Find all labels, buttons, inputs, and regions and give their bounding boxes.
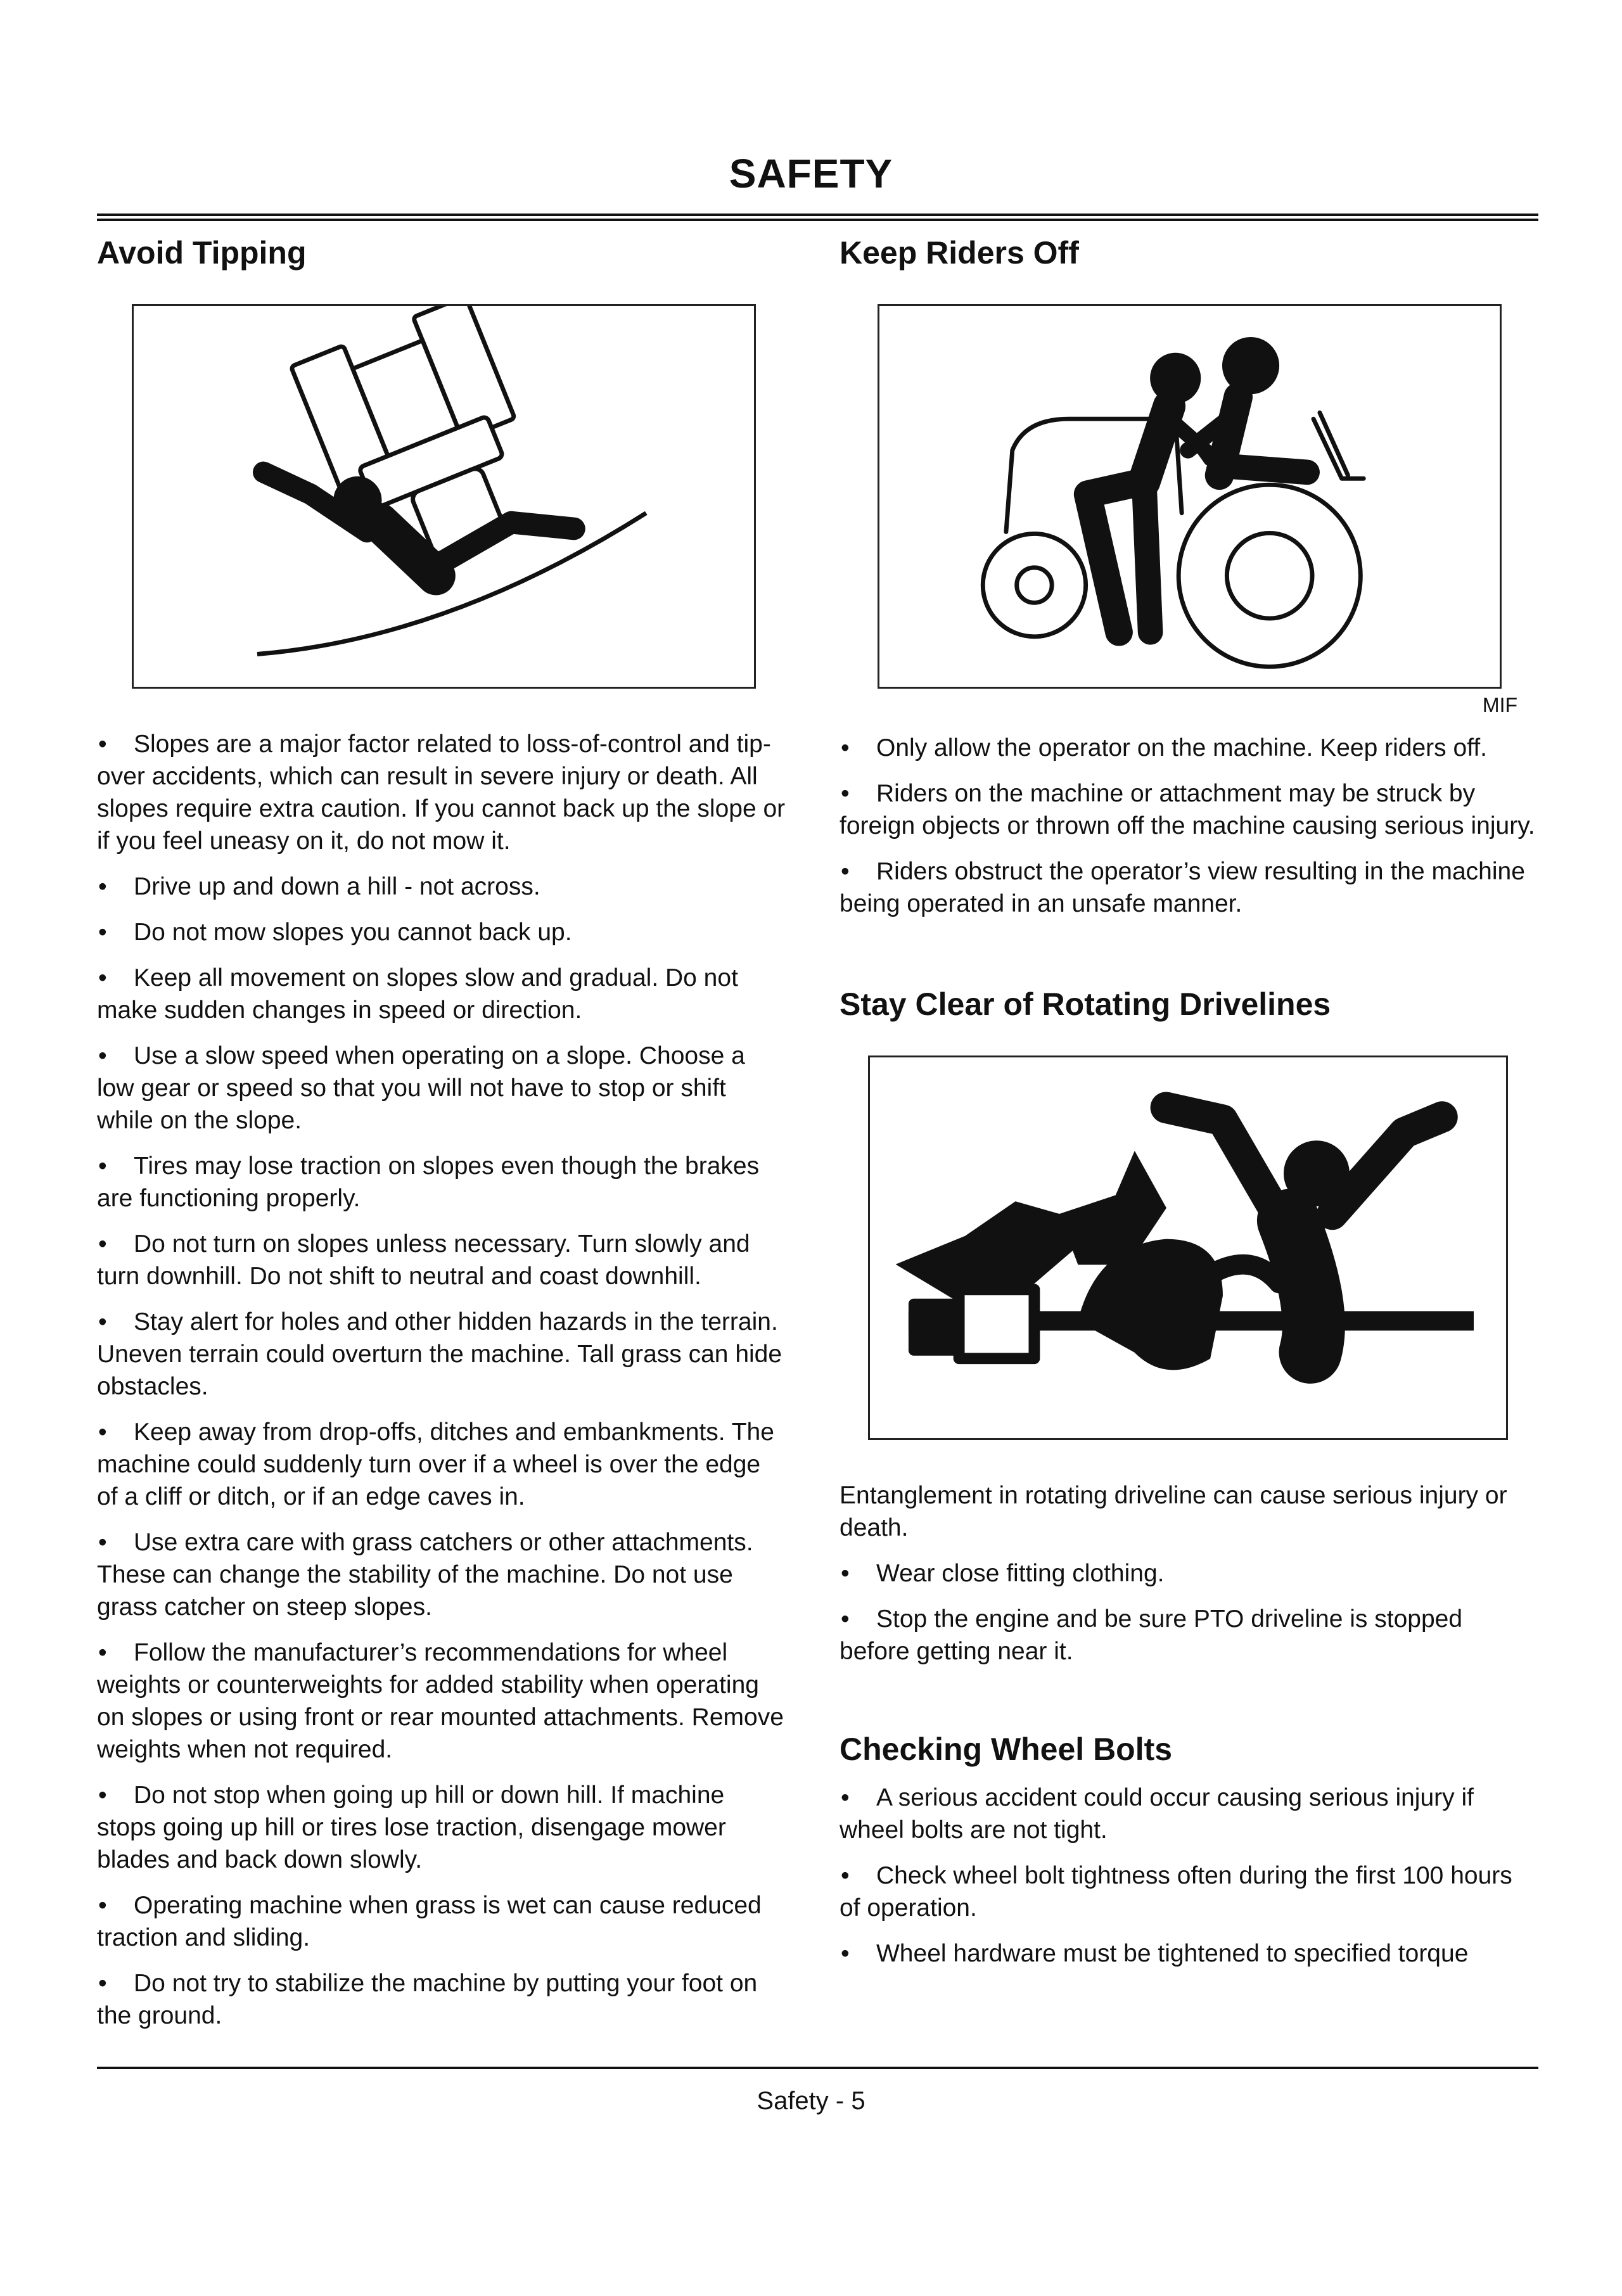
list-item: • Wheel hardware must be tightened to specified torque [840, 1937, 1536, 1970]
list-item: • Use extra care with grass catchers or other attachments. These can change the stability of the machine. Do not use grass catcher on steep slopes. [97, 1526, 788, 1623]
entanglement-pictogram [870, 1057, 1506, 1438]
wheel-bolts-bullet-list [840, 1782, 1536, 1970]
wheel-bolts-heading: Checking Wheel Bolts [840, 1732, 1173, 1767]
figure-label: MIF [1482, 694, 1517, 717]
footer-rule [97, 2067, 1538, 2069]
list-item: • Follow the manufacturer’s recommendations for wheel weights or counterweights for added stability when operating on slopes or using front or rear mounted attachments. Remove weights when not required. [97, 1636, 788, 1766]
driveline-bullet-list [840, 1557, 1536, 1668]
driveline-illustration [868, 1056, 1508, 1440]
tipping-bullet-list [97, 728, 788, 2032]
list-item: • Riders on the machine or attachment may be struck by foreign objects or thrown off the machine causing serious injury. [840, 777, 1536, 842]
list-item: • Keep all movement on slopes slow and gradual. Do not make sudden changes in speed or direction. [97, 962, 788, 1026]
list-item: • Do not turn on slopes unless necessary. Turn slowly and turn downhill. Do not shift to neutral and coast downhill. [97, 1228, 788, 1292]
list-item: • Keep away from drop-offs, ditches and embankments. The machine could suddenly turn over if a wheel is over the edge of a cliff or ditch, or if an edge caves in. [97, 1416, 788, 1513]
list-item: • Wear close fitting clothing. [840, 1557, 1536, 1590]
list-item: • Do not stop when going up hill or down hill. If machine stops going up hill or tires lose traction, disengage mower blades and back down slowly. [97, 1779, 788, 1876]
keep-riders-off-heading: Keep Riders Off [840, 235, 1079, 271]
left-column [97, 233, 788, 2045]
list-item: • Tires may lose traction on slopes even though the brakes are functioning properly. [97, 1150, 788, 1215]
list-item: • Drive up and down a hill - not across. [97, 871, 788, 903]
riders-bullet-list [840, 732, 1536, 920]
driveline-intro: Entanglement in rotating driveline can cause serious injury or death. [840, 1482, 1507, 1541]
list-item: • Check wheel bolt tightness often during the first 100 hours of operation. [840, 1859, 1536, 1924]
list-item: • Use a slow speed when operating on a slope. Choose a low gear or speed so that you will not have to stop or shift while on the slope. [97, 1040, 788, 1137]
page-number: Safety - 5 [757, 2087, 865, 2115]
list-item: • Stay alert for holes and other hidden hazards in the terrain. Uneven terrain could overturn the machine. Tall grass can hide obstacles. [97, 1306, 788, 1403]
list-item: • Only allow the operator on the machine. Keep riders off. [840, 732, 1536, 764]
avoid-tipping-heading: Avoid Tipping [97, 235, 307, 271]
right-column [840, 233, 1536, 1983]
page-title: SAFETY [729, 151, 893, 196]
tipping-pictogram [134, 306, 754, 687]
list-item: • A serious accident could occur causing serious injury if wheel bolts are not tight. [840, 1782, 1536, 1846]
tipping-illustration [132, 304, 756, 689]
drivelines-heading: Stay Clear of Rotating Drivelines [840, 986, 1331, 1022]
rider-pictogram [879, 306, 1500, 687]
riders-illustration [878, 304, 1502, 689]
list-item: • Riders obstruct the operator’s view resulting in the machine being operated in an unsafe manner. [840, 855, 1536, 920]
header-rule [97, 214, 1538, 221]
list-item: • Operating machine when grass is wet can cause reduced traction and sliding. [97, 1889, 788, 1954]
list-item: • Slopes are a major factor related to loss-of-control and tip-over accidents, which can result in severe injury or death. All slopes require extra caution. If you cannot back up the slope or if you feel uneasy on it, do not mow it. [97, 728, 788, 857]
list-item: • Do not mow slopes you cannot back up. [97, 916, 788, 948]
list-item: • Do not try to stabilize the machine by putting your foot on the ground. [97, 1967, 788, 2032]
list-item: • Stop the engine and be sure PTO driveline is stopped before getting near it. [840, 1603, 1536, 1668]
